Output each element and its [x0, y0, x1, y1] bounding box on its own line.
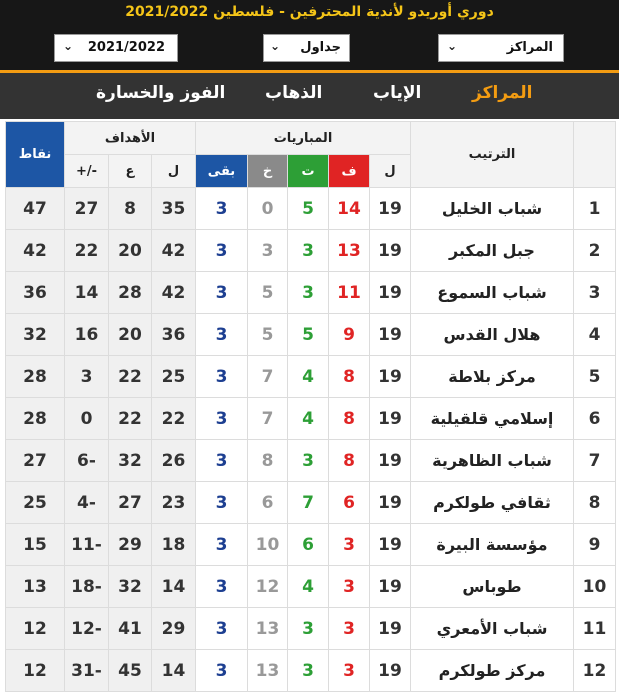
matches-header: المباريات [196, 122, 411, 155]
team-lost: 5 [248, 314, 288, 356]
team-points: 28 [6, 398, 65, 440]
table-row[interactable] [6, 188, 616, 230]
standings-select[interactable] [438, 34, 564, 62]
team-goals-against: 22 [109, 356, 152, 398]
team-goals-for: 42 [152, 230, 196, 272]
team-won: 8 [329, 398, 370, 440]
tab-second-leg[interactable]: الإياب [373, 83, 422, 103]
season-select-value: 2021/2022 [87, 40, 165, 55]
team-goals-against: 45 [109, 650, 152, 692]
team-remaining: 3 [196, 314, 248, 356]
table-row[interactable] [6, 398, 616, 440]
drawn-header: ت [288, 155, 329, 188]
team-position: 4 [574, 314, 616, 356]
team-drawn: 3 [288, 272, 329, 314]
team-goals-against: 29 [109, 524, 152, 566]
team-goal-diff: 31- [65, 650, 109, 692]
team-goals-for: 26 [152, 440, 196, 482]
team-drawn: 4 [288, 566, 329, 608]
header-bar [0, 0, 619, 70]
team-position: 7 [574, 440, 616, 482]
table-row[interactable] [6, 482, 616, 524]
team-lost: 0 [248, 188, 288, 230]
won-header: ف [329, 155, 370, 188]
team-won: 3 [329, 650, 370, 692]
team-name: مركز بلاطة [411, 356, 574, 398]
team-goal-diff: 0 [65, 398, 109, 440]
team-lost: 10 [248, 524, 288, 566]
team-goal-diff: 27 [65, 188, 109, 230]
team-drawn: 5 [288, 188, 329, 230]
team-goals-against: 41 [109, 608, 152, 650]
team-won: 3 [329, 524, 370, 566]
team-position: 6 [574, 398, 616, 440]
team-goals-for: 22 [152, 398, 196, 440]
team-goal-diff: 18- [65, 566, 109, 608]
tab-bar [0, 73, 619, 119]
team-goals-for: 23 [152, 482, 196, 524]
team-goal-diff: 3 [65, 356, 109, 398]
tab-standings[interactable]: المراكز [472, 83, 533, 103]
team-lost: 13 [248, 608, 288, 650]
table-row[interactable] [6, 650, 616, 692]
table-row[interactable] [6, 440, 616, 482]
team-name: شباب الأمعري [411, 608, 574, 650]
team-goal-diff: 12- [65, 608, 109, 650]
team-goals-against: 8 [109, 188, 152, 230]
team-drawn: 7 [288, 482, 329, 524]
team-goals-for: 14 [152, 566, 196, 608]
team-goals-for: 14 [152, 650, 196, 692]
chevron-down-icon: ⌄ [447, 39, 458, 53]
team-goal-diff: 16 [65, 314, 109, 356]
team-goal-diff: 6- [65, 440, 109, 482]
team-goals-against: 32 [109, 566, 152, 608]
team-goal-diff: 11- [65, 524, 109, 566]
team-goals-for: 42 [152, 272, 196, 314]
team-position: 8 [574, 482, 616, 524]
team-lost: 6 [248, 482, 288, 524]
tab-first-leg[interactable]: الذهاب [265, 83, 323, 103]
team-remaining: 3 [196, 230, 248, 272]
team-drawn: 3 [288, 440, 329, 482]
team-won: 3 [329, 566, 370, 608]
played-header: ل [370, 155, 411, 188]
team-lost: 5 [248, 272, 288, 314]
team-goals-against: 28 [109, 272, 152, 314]
team-name: مؤسسة البيرة [411, 524, 574, 566]
team-won: 11 [329, 272, 370, 314]
goals-against-header: ع [109, 155, 152, 188]
team-won: 8 [329, 356, 370, 398]
position-header [574, 122, 616, 188]
team-points: 42 [6, 230, 65, 272]
team-drawn: 5 [288, 314, 329, 356]
team-drawn: 3 [288, 650, 329, 692]
team-points: 28 [6, 356, 65, 398]
team-remaining: 3 [196, 566, 248, 608]
team-position: 3 [574, 272, 616, 314]
team-won: 13 [329, 230, 370, 272]
team-won: 6 [329, 482, 370, 524]
team-drawn: 6 [288, 524, 329, 566]
team-points: 27 [6, 440, 65, 482]
team-remaining: 3 [196, 272, 248, 314]
team-goal-diff: 14 [65, 272, 109, 314]
table-row[interactable] [6, 314, 616, 356]
team-remaining: 3 [196, 440, 248, 482]
team-name: شباب السموع [411, 272, 574, 314]
team-played: 19 [370, 188, 411, 230]
team-position: 2 [574, 230, 616, 272]
team-lost: 3 [248, 230, 288, 272]
lost-header: خ [248, 155, 288, 188]
remaining-header: بقى [196, 155, 248, 188]
team-goals-for: 18 [152, 524, 196, 566]
points-header: نقاط [6, 122, 65, 188]
goals-header: الأهداف [65, 122, 196, 155]
team-goal-diff: 22 [65, 230, 109, 272]
team-remaining: 3 [196, 524, 248, 566]
team-points: 13 [6, 566, 65, 608]
goal-diff-header: +/- [65, 155, 109, 188]
table-row[interactable] [6, 230, 616, 272]
team-remaining: 3 [196, 482, 248, 524]
team-lost: 7 [248, 398, 288, 440]
view-select-value: جداول [300, 40, 341, 55]
team-won: 14 [329, 188, 370, 230]
season-select[interactable] [54, 34, 178, 62]
team-goals-for: 36 [152, 314, 196, 356]
team-points: 36 [6, 272, 65, 314]
team-won: 3 [329, 608, 370, 650]
team-points: 12 [6, 608, 65, 650]
team-goals-against: 20 [109, 314, 152, 356]
table-row[interactable] [6, 272, 616, 314]
team-points: 32 [6, 314, 65, 356]
league-title: دوري أوريدو لأندية المحترفين - فلسطين 2021/2022 [125, 4, 494, 20]
table-row[interactable] [6, 356, 616, 398]
team-goals-for: 29 [152, 608, 196, 650]
team-lost: 13 [248, 650, 288, 692]
team-position: 11 [574, 608, 616, 650]
ranking-header: الترتيب [411, 122, 574, 188]
team-played: 19 [370, 356, 411, 398]
team-points: 12 [6, 650, 65, 692]
team-won: 9 [329, 314, 370, 356]
team-name: إسلامي قلقيلية [411, 398, 574, 440]
team-drawn: 4 [288, 398, 329, 440]
team-played: 19 [370, 524, 411, 566]
team-played: 19 [370, 272, 411, 314]
team-position: 12 [574, 650, 616, 692]
tab-win-loss[interactable]: الفوز والخسارة [96, 83, 226, 103]
team-remaining: 3 [196, 650, 248, 692]
team-remaining: 3 [196, 188, 248, 230]
team-goals-against: 27 [109, 482, 152, 524]
team-name: طوباس [411, 566, 574, 608]
standings-select-value: المراكز [506, 40, 553, 55]
table-row[interactable] [6, 566, 616, 608]
team-position: 10 [574, 566, 616, 608]
team-drawn: 3 [288, 608, 329, 650]
view-select[interactable] [263, 34, 350, 62]
team-name: جبل المكبر [411, 230, 574, 272]
team-drawn: 3 [288, 230, 329, 272]
team-points: 25 [6, 482, 65, 524]
team-position: 9 [574, 524, 616, 566]
team-played: 19 [370, 482, 411, 524]
team-name: ثقافي طولكرم [411, 482, 574, 524]
team-goals-for: 35 [152, 188, 196, 230]
table-row[interactable] [6, 608, 616, 650]
team-name: شباب الخليل [411, 188, 574, 230]
team-remaining: 3 [196, 608, 248, 650]
team-played: 19 [370, 650, 411, 692]
team-goals-for: 25 [152, 356, 196, 398]
team-remaining: 3 [196, 398, 248, 440]
team-position: 5 [574, 356, 616, 398]
team-name: مركز طولكرم [411, 650, 574, 692]
team-won: 8 [329, 440, 370, 482]
goals-for-header: ل [152, 155, 196, 188]
team-lost: 7 [248, 356, 288, 398]
team-lost: 8 [248, 440, 288, 482]
team-remaining: 3 [196, 356, 248, 398]
chevron-down-icon: ⌄ [270, 39, 281, 53]
team-goals-against: 22 [109, 398, 152, 440]
team-played: 19 [370, 440, 411, 482]
team-played: 19 [370, 314, 411, 356]
team-goal-diff: 4- [65, 482, 109, 524]
team-drawn: 4 [288, 356, 329, 398]
team-points: 47 [6, 188, 65, 230]
team-played: 19 [370, 398, 411, 440]
team-name: هلال القدس [411, 314, 574, 356]
chevron-down-icon: ⌄ [63, 39, 74, 53]
team-lost: 12 [248, 566, 288, 608]
team-goals-against: 20 [109, 230, 152, 272]
standings-rows [6, 188, 616, 692]
team-position: 1 [574, 188, 616, 230]
standings-table [5, 121, 616, 692]
team-played: 19 [370, 608, 411, 650]
table-row[interactable] [6, 524, 616, 566]
team-goals-against: 32 [109, 440, 152, 482]
team-played: 19 [370, 566, 411, 608]
team-name: شباب الظاهرية [411, 440, 574, 482]
team-played: 19 [370, 230, 411, 272]
team-points: 15 [6, 524, 65, 566]
